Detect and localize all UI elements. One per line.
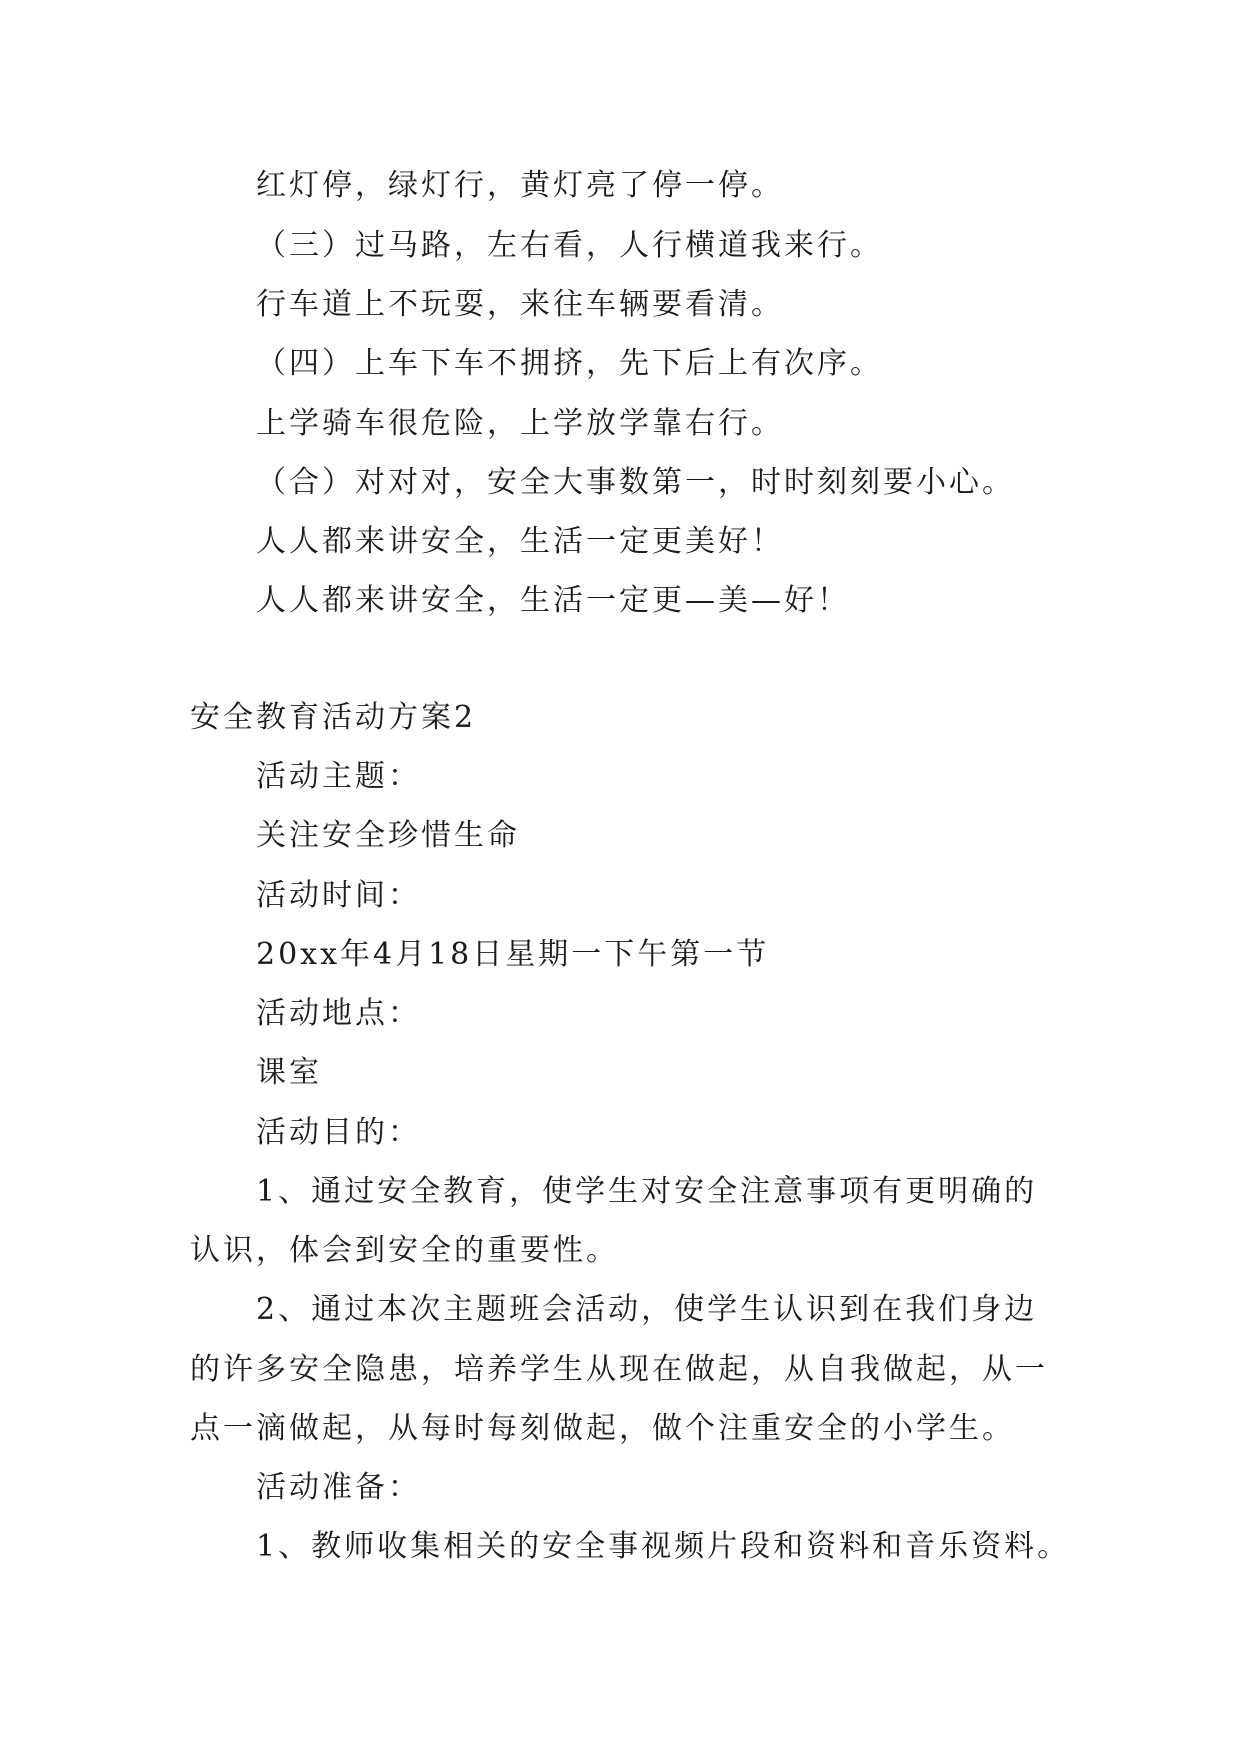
verse-line-5: 上学骑车很危险，上学放学靠右行。 <box>256 406 784 441</box>
theme-label: 活动主题： <box>256 759 421 794</box>
purpose-2-line-1: 2、通过本次主题班会活动，使学生认识到在我们身边 <box>256 1292 1038 1327</box>
purpose-1-line-1: 1、通过安全教育，使学生对安全注意事项有更明确的 <box>256 1174 1038 1209</box>
purpose-2-line-3: 点一滴做起，从每时每刻做起，做个注重安全的小学生。 <box>190 1411 1015 1446</box>
time-label: 活动时间： <box>256 878 421 913</box>
purpose-1-line-2: 认识，体会到安全的重要性。 <box>190 1233 619 1268</box>
theme-value: 关注安全珍惜生命 <box>256 818 520 853</box>
verse-line-2: （三）过马路，左右看，人行横道我来行。 <box>256 228 883 263</box>
verse-line-7: 人人都来讲安全，生活一定更美好！ <box>256 524 784 559</box>
place-label: 活动地点： <box>256 996 421 1031</box>
section-title: 安全教育活动方案2 <box>190 700 477 735</box>
purpose-2-line-2: 的许多安全隐患，培养学生从现在做起，从自我做起，从一 <box>190 1352 1048 1387</box>
place-value: 课室 <box>256 1055 322 1090</box>
verse-line-3: 行车道上不玩耍，来往车辆要看清。 <box>256 287 784 322</box>
verse-line-4: （四）上车下车不拥挤，先下后上有次序。 <box>256 346 883 381</box>
verse-line-8: 人人都来讲安全，生活一定更—美—好！ <box>256 583 850 618</box>
prep-label: 活动准备： <box>256 1470 421 1505</box>
prep-item-1: 1、教师收集相关的安全事视频片段和资料和音乐资料。 <box>256 1529 1071 1564</box>
verse-line-1: 红灯停，绿灯行，黄灯亮了停一停。 <box>256 168 784 203</box>
time-value: 20xx年4月18日星期一下午第一节 <box>256 937 770 972</box>
verse-line-6: （合）对对对，安全大事数第一，时时刻刻要小心。 <box>256 465 1015 500</box>
purpose-label: 活动目的： <box>256 1115 421 1150</box>
